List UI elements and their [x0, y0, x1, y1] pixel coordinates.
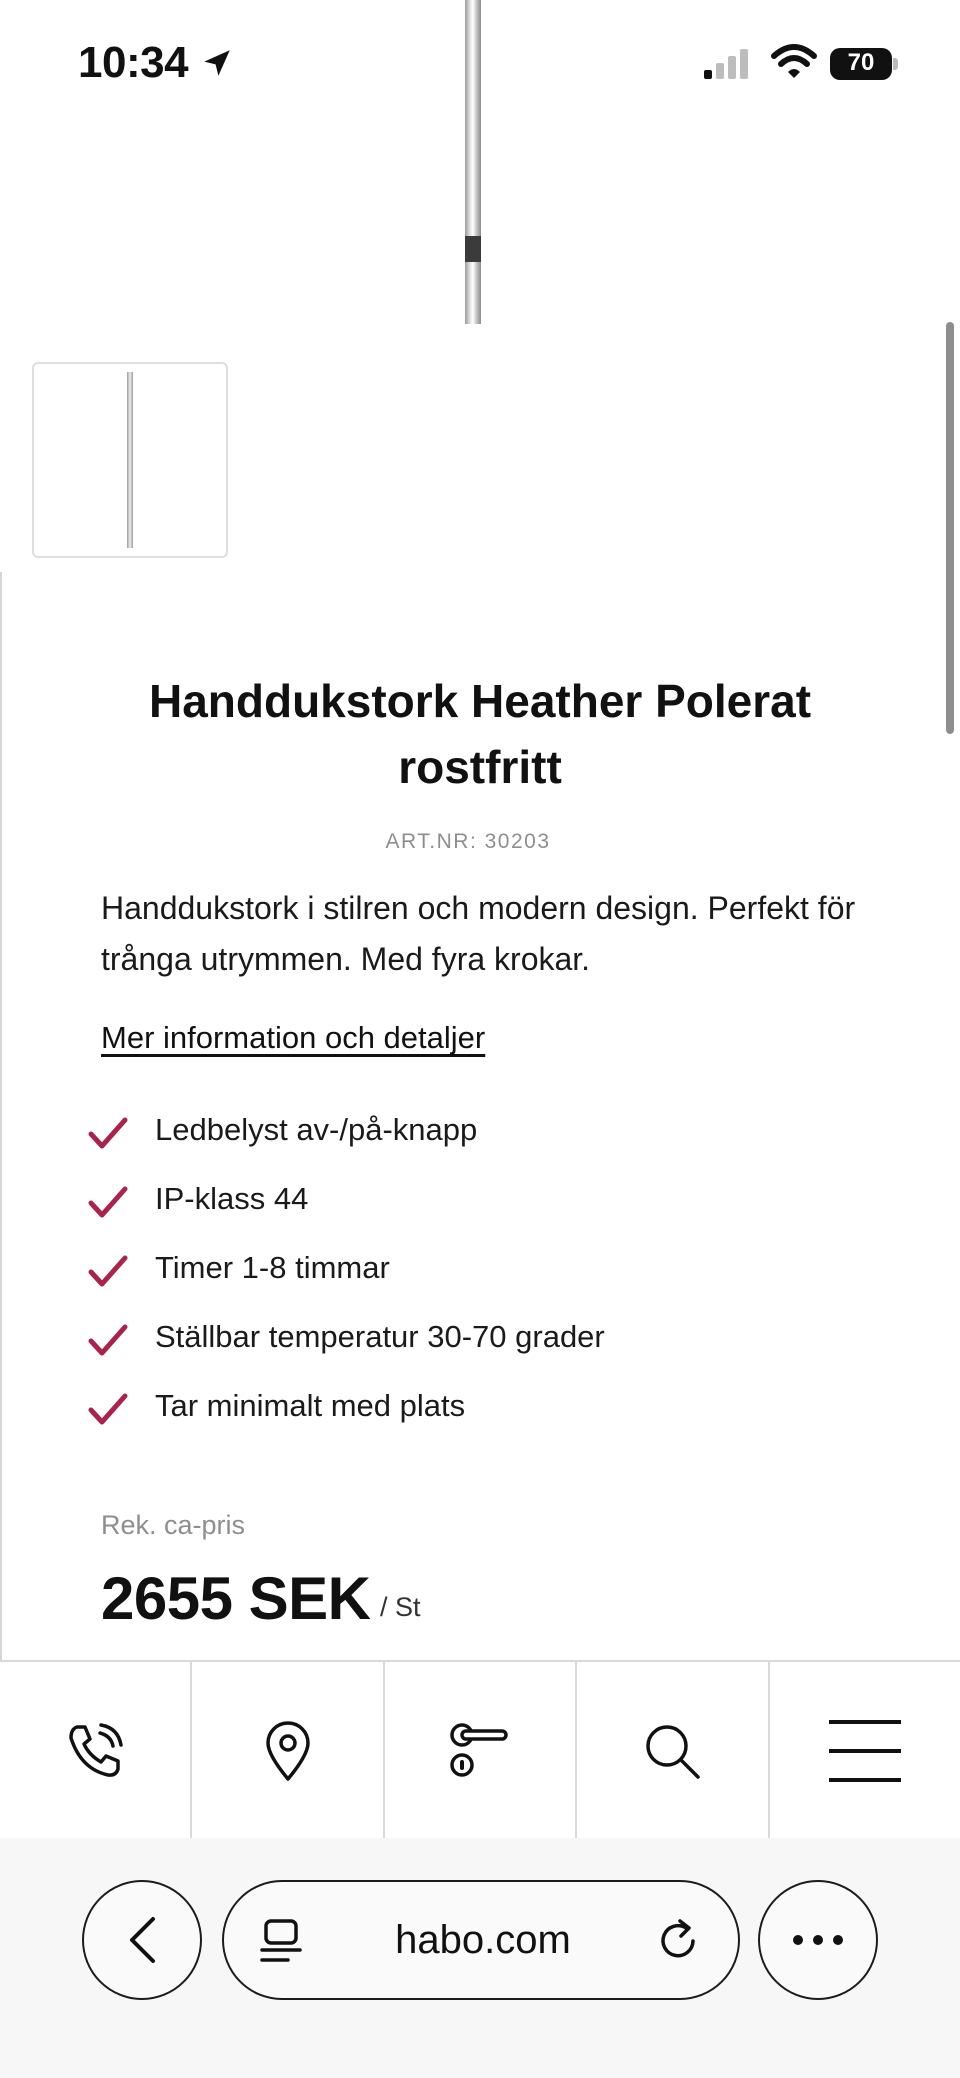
nav-products-button[interactable] — [385, 1662, 577, 1840]
battery-cap — [893, 58, 898, 70]
search-icon — [642, 1721, 702, 1781]
feature-label: Ledbelyst av-/på-knapp — [155, 1112, 478, 1147]
product-description: Handdukstork i stilren och modern design. Perfekt för trånga utrymmen. Med fyra krokar. — [101, 890, 856, 977]
check-icon — [88, 1116, 128, 1152]
browser-toolbar — [0, 1838, 960, 2078]
product-thumbnail[interactable] — [32, 362, 228, 558]
feature-item — [88, 1384, 908, 1453]
check-icon — [88, 1254, 128, 1290]
more-info-link[interactable]: Mer information och detaljer — [101, 1020, 486, 1055]
browser-more-button[interactable] — [758, 1880, 878, 2000]
nav-menu-button[interactable] — [770, 1662, 960, 1840]
feature-item — [88, 1177, 908, 1246]
article-number: ART.NR: 30203 — [385, 830, 551, 853]
cellular-signal-icon — [702, 48, 752, 80]
battery-indicator — [830, 48, 898, 80]
product-title: Handdukstork Heather Polerat rostfritt — [148, 675, 812, 793]
site-bottom-nav — [0, 1660, 960, 1838]
feature-item — [88, 1246, 908, 1315]
feature-item — [88, 1315, 908, 1384]
address-bar[interactable] — [222, 1880, 740, 2000]
door-handle-icon — [448, 1719, 512, 1783]
content-border — [0, 572, 2, 1660]
product-led-button-graphic — [465, 236, 481, 262]
price-value: 2655 SEK — [101, 1565, 371, 1632]
nav-search-button[interactable] — [577, 1662, 769, 1840]
phone-icon — [63, 1719, 127, 1783]
reload-icon[interactable] — [656, 1918, 702, 1964]
wifi-icon — [770, 44, 818, 80]
url-text: habo.com — [395, 1918, 571, 1962]
feature-label: Ställbar temperatur 30-70 grader — [155, 1319, 605, 1354]
check-icon — [88, 1323, 128, 1359]
price-unit: / St — [380, 1592, 421, 1622]
product-main-image[interactable] — [465, 0, 481, 324]
battery-level: 70 — [847, 49, 875, 76]
more-dots-icon — [792, 1934, 844, 1946]
location-pin-icon — [262, 1719, 314, 1783]
page-scrollbar[interactable] — [946, 322, 954, 734]
hamburger-menu-icon — [827, 1718, 903, 1784]
nav-location-button[interactable] — [192, 1662, 384, 1840]
feature-list — [88, 1108, 908, 1453]
status-time: 10:34 — [78, 38, 189, 87]
thumbnail-product-graphic — [127, 372, 133, 548]
browser-back-button[interactable] — [82, 1880, 202, 2000]
nav-phone-button[interactable] — [0, 1662, 192, 1840]
chevron-left-icon — [127, 1916, 157, 1964]
feature-item — [88, 1108, 908, 1177]
feature-label: IP-klass 44 — [155, 1181, 309, 1216]
check-icon — [88, 1185, 128, 1221]
feature-label: Timer 1-8 timmar — [155, 1250, 390, 1285]
location-arrow-icon — [200, 46, 234, 80]
check-icon — [88, 1392, 128, 1428]
price-label: Rek. ca-pris — [101, 1510, 246, 1540]
feature-label: Tar minimalt med plats — [155, 1388, 466, 1423]
